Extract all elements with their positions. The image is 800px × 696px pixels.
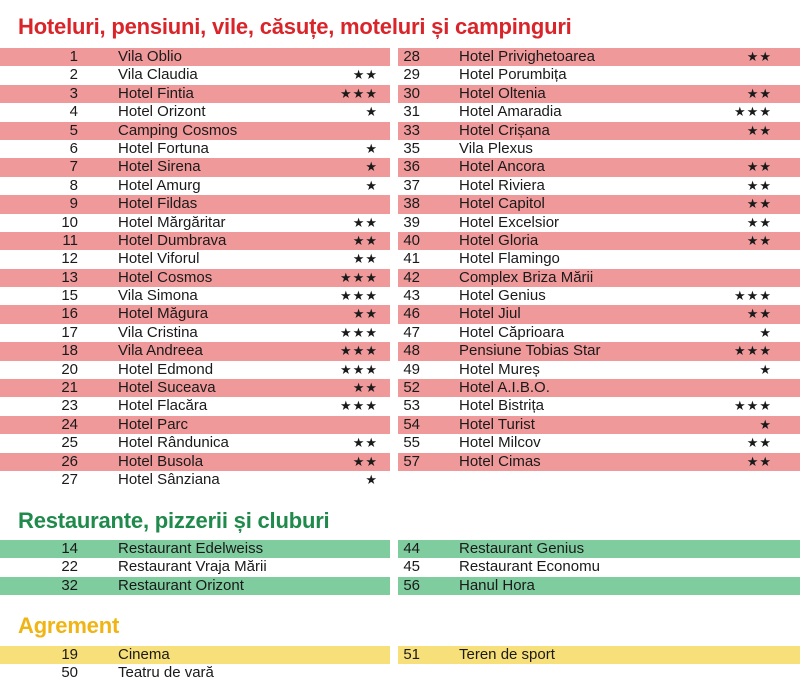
list-item: [0, 85, 390, 103]
item-number: 10: [61, 213, 78, 231]
star-rating-icon: ★★: [352, 214, 378, 230]
list-item: [398, 434, 800, 452]
item-name: Teren de sport: [459, 646, 555, 663]
list-item: [398, 540, 800, 558]
item-name: Hotel Amurg: [118, 176, 201, 194]
list-item: [0, 324, 390, 342]
list-item: [398, 158, 800, 176]
star-rating-icon: ★★: [746, 85, 772, 101]
star-rating-icon: ★: [365, 159, 378, 175]
item-name: Hotel Măgura: [118, 305, 209, 323]
star-rating-icon: ★★: [352, 380, 378, 396]
item-name: Hotel Flamingo: [459, 250, 560, 268]
list-item: [398, 195, 800, 213]
item-number: 37: [403, 176, 420, 194]
list-item: [0, 434, 390, 452]
item-number: 19: [61, 646, 78, 663]
item-number: 6: [69, 139, 78, 157]
list-item: [0, 664, 390, 682]
item-name: Hotel Bistrița: [459, 397, 545, 415]
hotels-section-title: Hoteluri, pensiuni, vile, căsuțe, moteluri și campinguri: [18, 14, 572, 39]
item-name: Hotel Mureș: [459, 360, 540, 378]
item-name: Teatru de vară: [118, 664, 214, 682]
item-number: 35: [403, 139, 420, 157]
item-number: 49: [403, 360, 420, 378]
star-rating-icon: ★★★: [340, 288, 378, 304]
star-rating-icon: ★★: [352, 306, 378, 322]
list-item: [398, 85, 800, 103]
item-number: 31: [403, 103, 420, 121]
list-item: [398, 103, 800, 121]
item-name: Hotel Dumbrava: [118, 231, 227, 249]
list-item: [398, 342, 800, 360]
star-rating-icon: ★★★: [340, 269, 378, 285]
list-item: [0, 577, 390, 595]
item-number: 18: [61, 342, 78, 360]
list-item: [0, 158, 390, 176]
item-number: 11: [62, 231, 78, 249]
item-name: Pensiune Tobias Star: [459, 342, 601, 360]
item-name: Hotel Fildas: [118, 195, 198, 213]
leisure-right-column: [398, 646, 800, 664]
item-number: 41: [403, 250, 420, 268]
item-number: 12: [61, 250, 78, 268]
item-name: Hotel Riviera: [459, 176, 545, 194]
item-number: 25: [61, 434, 78, 452]
item-number: 4: [69, 103, 78, 121]
item-name: Hotel Cosmos: [118, 268, 213, 286]
list-item: [0, 66, 390, 84]
item-name: Hotel Suceava: [118, 379, 216, 397]
star-rating-icon: ★: [365, 471, 378, 487]
item-name: Hotel Porumbița: [459, 66, 567, 84]
item-number: 9: [69, 195, 78, 213]
star-rating-icon: ★★: [352, 232, 378, 248]
list-item: [398, 379, 800, 397]
star-rating-icon: ★★: [746, 306, 772, 322]
item-name: Cinema: [118, 646, 170, 663]
item-name: Vila Andreea: [118, 342, 203, 360]
item-name: Hotel Oltenia: [459, 84, 546, 102]
list-item: [0, 177, 390, 195]
item-name: Hotel Parc: [118, 415, 189, 433]
item-number: 28: [403, 48, 420, 65]
list-item: [0, 416, 390, 434]
item-number: 54: [403, 415, 420, 433]
item-number: 17: [61, 323, 78, 341]
item-number: 22: [61, 558, 78, 576]
item-number: 13: [61, 268, 78, 286]
list-item: [398, 269, 800, 287]
star-rating-icon: ★★: [746, 177, 772, 193]
item-number: 1: [69, 48, 78, 65]
item-name: Hotel Genius: [459, 287, 546, 305]
star-rating-icon: ★★★: [340, 324, 378, 340]
item-number: 21: [61, 379, 78, 397]
item-number: 50: [61, 664, 78, 682]
list-item: [398, 397, 800, 415]
item-number: 45: [403, 558, 420, 576]
item-number: 14: [61, 540, 78, 557]
item-number: 15: [61, 287, 78, 305]
list-item: [0, 361, 390, 379]
list-item: [398, 66, 800, 84]
item-name: Hotel Rândunica: [118, 434, 229, 452]
item-number: 8: [69, 176, 78, 194]
star-rating-icon: ★★★: [340, 398, 378, 414]
list-item: [398, 140, 800, 158]
item-name: Hotel Excelsior: [459, 213, 560, 231]
list-item: [398, 453, 800, 471]
list-item: [398, 232, 800, 250]
item-name: Hotel Sânziana: [118, 470, 220, 488]
item-number: 7: [69, 158, 78, 176]
item-name: Vila Plexus: [459, 139, 533, 157]
item-name: Hotel Fintia: [118, 84, 194, 102]
item-number: 2: [69, 66, 78, 84]
item-number: 24: [61, 415, 78, 433]
list-item: [0, 305, 390, 323]
leisure-section-title: Agrement: [18, 613, 120, 638]
star-rating-icon: ★★: [746, 122, 772, 138]
item-number: 48: [403, 342, 420, 360]
star-rating-icon: ★★★: [340, 361, 378, 377]
item-number: 53: [403, 397, 420, 415]
item-number: 46: [403, 305, 420, 323]
item-name: Hotel Fortuna: [118, 139, 209, 157]
star-rating-icon: ★★★: [340, 85, 378, 101]
list-item: [398, 577, 800, 595]
star-rating-icon: ★★: [746, 196, 772, 212]
list-item: [0, 397, 390, 415]
item-number: 26: [61, 452, 78, 470]
list-item: [0, 287, 390, 305]
item-number: 27: [61, 470, 78, 488]
list-item: [0, 558, 390, 576]
item-name: Hotel Mărgăritar: [118, 213, 226, 231]
list-item: [0, 269, 390, 287]
star-rating-icon: ★: [365, 140, 378, 156]
list-item: [398, 122, 800, 140]
leisure-left-column: [0, 646, 390, 683]
item-name: Hotel Turist: [459, 415, 535, 433]
star-rating-icon: ★★: [746, 232, 772, 248]
star-rating-icon: ★★: [352, 453, 378, 469]
star-rating-icon: ★: [365, 104, 378, 120]
item-name: Hotel Cimas: [459, 452, 541, 470]
star-rating-icon: ★★★: [734, 288, 772, 304]
list-item: [398, 646, 800, 664]
star-rating-icon: ★★: [746, 159, 772, 175]
item-name: Hotel Viforul: [118, 250, 200, 268]
item-number: 47: [403, 323, 420, 341]
list-item: [398, 324, 800, 342]
star-rating-icon: ★★★: [734, 398, 772, 414]
item-name: Hotel Ancora: [459, 158, 545, 176]
item-name: Vila Simona: [118, 287, 198, 305]
restaurants-left-column: [0, 540, 390, 595]
item-number: 30: [403, 84, 420, 102]
list-item: [0, 122, 390, 140]
item-name: Hotel Gloria: [459, 231, 539, 249]
item-number: 5: [69, 121, 78, 139]
item-name: Hotel Amaradia: [459, 103, 562, 121]
list-item: [0, 195, 390, 213]
item-number: 40: [403, 231, 420, 249]
list-item: [0, 232, 390, 250]
star-rating-icon: ★★: [746, 214, 772, 230]
item-name: Hotel Busola: [118, 452, 204, 470]
item-name: Hanul Hora: [459, 576, 535, 594]
star-rating-icon: ★: [759, 361, 772, 377]
item-name: Hotel Jiul: [459, 305, 521, 323]
star-rating-icon: ★★: [352, 435, 378, 451]
item-name: Hotel A.I.B.O.: [459, 379, 550, 397]
list-item: [398, 48, 800, 66]
item-name: Hotel Crișana: [459, 121, 550, 139]
list-item: [398, 558, 800, 576]
item-number: 38: [403, 195, 420, 213]
list-item: [0, 103, 390, 121]
list-item: [0, 48, 390, 66]
item-name: Hotel Privighetoarea: [459, 48, 595, 65]
item-name: Hotel Sirena: [118, 158, 201, 176]
item-name: Hotel Orizont: [118, 103, 206, 121]
list-item: [0, 214, 390, 232]
item-number: 23: [61, 397, 78, 415]
item-number: 51: [403, 646, 420, 663]
item-number: 33: [403, 121, 420, 139]
item-number: 32: [61, 576, 78, 594]
item-number: 55: [403, 434, 420, 452]
item-number: 16: [61, 305, 78, 323]
item-number: 56: [403, 576, 420, 594]
item-name: Camping Cosmos: [118, 121, 238, 139]
list-item: [0, 379, 390, 397]
star-rating-icon: ★★: [746, 49, 772, 64]
star-rating-icon: ★★★: [734, 343, 772, 359]
list-item: [0, 646, 390, 664]
list-item: [0, 342, 390, 360]
item-number: 3: [69, 84, 78, 102]
item-number: 42: [403, 268, 420, 286]
star-rating-icon: ★: [759, 324, 772, 340]
item-name: Restaurant Genius: [459, 540, 585, 557]
item-number: 43: [403, 287, 420, 305]
item-number: 20: [61, 360, 78, 378]
star-rating-icon: ★★★: [734, 104, 772, 120]
restaurants-section-title: Restaurante, pizzerii și cluburi: [18, 508, 330, 533]
list-item: [0, 540, 390, 558]
item-name: Vila Claudia: [118, 66, 198, 84]
list-item: [398, 250, 800, 268]
item-name: Complex Briza Mării: [459, 268, 594, 286]
item-number: 36: [403, 158, 420, 176]
star-rating-icon: ★★★: [340, 343, 378, 359]
list-item: [398, 287, 800, 305]
item-name: Restaurant Vraja Mării: [118, 558, 267, 576]
item-name: Restaurant Economu: [459, 558, 600, 576]
item-number: 29: [403, 66, 420, 84]
restaurants-right-column: [398, 540, 800, 595]
hotels-right-column: [398, 48, 800, 471]
item-name: Vila Cristina: [118, 323, 198, 341]
star-rating-icon: ★: [365, 177, 378, 193]
item-number: 44: [403, 540, 420, 557]
list-item: [0, 140, 390, 158]
item-name: Restaurant Orizont: [118, 576, 244, 594]
star-rating-icon: ★★: [746, 435, 772, 451]
list-item: [0, 453, 390, 471]
list-item: [0, 250, 390, 268]
list-item: [398, 177, 800, 195]
list-item: [398, 416, 800, 434]
item-number: 52: [403, 379, 420, 397]
item-name: Hotel Căprioara: [459, 323, 565, 341]
star-rating-icon: ★★: [352, 251, 378, 267]
item-name: Vila Oblio: [118, 48, 182, 65]
item-number: 39: [403, 213, 420, 231]
star-rating-icon: ★★: [746, 453, 772, 469]
list-item: [0, 471, 390, 489]
item-name: Restaurant Edelweiss: [118, 540, 264, 557]
item-name: Hotel Milcov: [459, 434, 541, 452]
item-number: 57: [403, 452, 420, 470]
hotels-left-column: [0, 48, 390, 489]
list-item: [398, 361, 800, 379]
item-name: Hotel Edmond: [118, 360, 214, 378]
list-item: [398, 214, 800, 232]
star-rating-icon: ★★: [352, 67, 378, 83]
item-name: Hotel Flacăra: [118, 397, 208, 415]
star-rating-icon: ★: [759, 416, 772, 432]
item-name: Hotel Capitol: [459, 195, 545, 213]
list-item: [398, 305, 800, 323]
